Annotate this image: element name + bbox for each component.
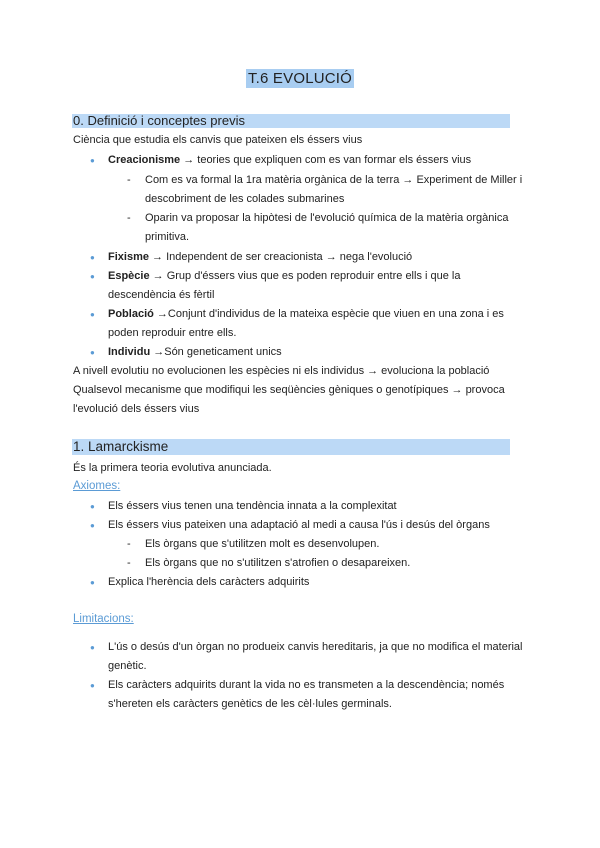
section0-intro: Ciència que estudia els canvis que pateixen els éssers vius xyxy=(73,134,363,146)
axiomes-label: Axiomes: xyxy=(73,480,121,492)
sub-item-text: descobriment de les colades submarines xyxy=(145,193,345,205)
list-item-especie-cont: descendència és fèrtil xyxy=(108,289,215,301)
bullet-icon: ● xyxy=(90,348,95,357)
dash-icon: - xyxy=(127,174,131,186)
paragraph: A nivell evolutiu no evolucionen les espècies ni els individus → evoluciona la població xyxy=(73,365,490,377)
bullet-icon: ● xyxy=(90,578,95,587)
bullet-icon: ● xyxy=(90,502,95,511)
paragraph: l'evolució dels éssers vius xyxy=(73,403,200,415)
list-item: Els éssers vius pateixen una adaptació al medi a causa l'ús i desús del òrgans xyxy=(108,519,490,531)
list-item: L'ús o desús d'un òrgan no produeix canvis hereditaris, ja que no modifica el material xyxy=(108,641,523,653)
bullet-icon: ● xyxy=(90,272,95,281)
section1-intro: És la primera teoria evolutiva anunciada. xyxy=(73,462,272,474)
list-item-poblacio: Població →Conjunt d'individus de la mateixa espècie que viuen en una zona i es xyxy=(108,308,504,320)
list-item-cont: s'hereten els caràcters genètics de les cèl·lules germinals. xyxy=(108,698,392,710)
bullet-icon: ● xyxy=(90,521,95,530)
list-item-individu: Individu →Són geneticament unics xyxy=(108,346,282,358)
list-item-cont: genètic. xyxy=(108,660,147,672)
list-item: Els éssers vius tenen una tendència innata a la complexitat xyxy=(108,500,397,512)
sub-item-text: primitiva. xyxy=(145,231,190,243)
bullet-icon: ● xyxy=(90,643,95,652)
page-title: T.6 EVOLUCIÓ xyxy=(247,70,353,87)
limitacions-label: Limitacions: xyxy=(73,613,134,625)
list-item-creacionisme: Creacionisme → teories que expliquen com es van formar els éssers vius xyxy=(108,154,472,166)
section-heading-0: 0. Definició i conceptes previs xyxy=(72,114,510,128)
sub-item-text: Els òrgans que no s'utilitzen s'atrofien o desapareixen. xyxy=(145,557,411,569)
bullet-icon: ● xyxy=(90,156,95,165)
bullet-icon: ● xyxy=(90,681,95,690)
dash-icon: - xyxy=(127,538,131,550)
dash-icon: - xyxy=(127,212,131,224)
sub-item-text: Com es va formal la 1ra matèria orgànica de la terra → Experiment de Miller i xyxy=(145,174,523,186)
dash-icon: - xyxy=(127,557,131,569)
list-item: Els caràcters adquirits durant la vida no es transmeten a la descendència; només xyxy=(108,679,505,691)
list-item-fixisme: Fixisme → Independent de ser creacionista → nega l'evolució xyxy=(108,251,413,263)
bullet-icon: ● xyxy=(90,310,95,319)
sub-item-text: Els òrgans que s'utilitzen molt es desenvolupen. xyxy=(145,538,380,550)
paragraph: Qualsevol mecanisme que modifiqui les seqüències gèniques o genotípiques → provoca xyxy=(73,384,505,396)
bullet-icon: ● xyxy=(90,253,95,262)
list-item-especie: Espècie → Grup d'éssers vius que es poden reproduir entre ells i que la xyxy=(108,270,461,282)
sub-item-text: Oparin va proposar la hipòtesi de l'evolució química de la matèria orgànica xyxy=(145,212,509,224)
list-item-poblacio-cont: poden reproduir entre ells. xyxy=(108,327,237,339)
list-item: Explica l'herència dels caràcters adquirits xyxy=(108,576,310,588)
section-heading-1: 1. Lamarckisme xyxy=(72,439,510,455)
